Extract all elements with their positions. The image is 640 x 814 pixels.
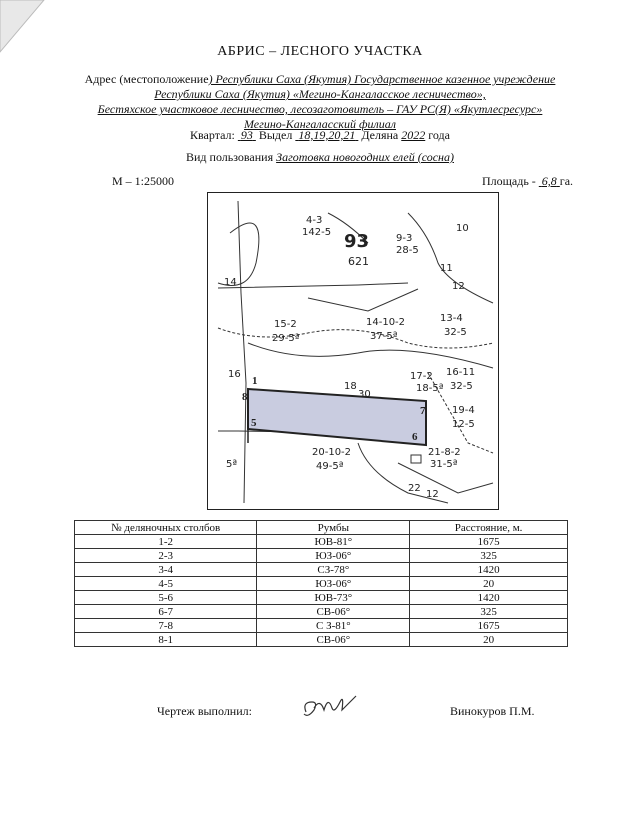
map-label: 49-5ª — [316, 461, 344, 472]
boundary-point-1: 1 — [252, 375, 258, 387]
table-row — [75, 549, 568, 563]
map-label: 12 — [452, 281, 465, 292]
rhumb-cell: ЮВ-81° — [257, 535, 410, 549]
map-label: 22 — [408, 483, 421, 494]
distance-cell: 20 — [410, 633, 568, 647]
map-label: 15-2 — [274, 319, 297, 330]
rhumb-cell: СВ-06° — [257, 633, 410, 647]
document-title: АБРИС – ЛЕСНОГО УЧАСТКА — [217, 44, 423, 59]
map-label: 14-10-2 — [366, 317, 406, 328]
posts-cell: 7-8 — [75, 619, 257, 633]
boundary-point-7: 7 — [420, 405, 426, 417]
address-line-1: Адрес (местоположение) Республики Саха (Якутия) Государственное казенное учреждение — [84, 72, 556, 86]
column-header: Расстояние, м. — [410, 521, 568, 535]
distance-cell: 1420 — [410, 591, 568, 605]
boundary-point-8: 8 — [242, 391, 248, 403]
kvartal-line: Квартал: 93 Выдел 18,19,20,21 Деляна 2022 года — [190, 128, 450, 142]
map-label: 12 — [426, 489, 439, 500]
distance-cell: 1420 — [410, 563, 568, 577]
distance-cell: 325 — [410, 549, 568, 563]
map-label: 142-5 — [302, 227, 332, 238]
map-label: 31-5ª — [430, 459, 458, 470]
address-line-2: Республики Саха (Якутия) «Мегино-Кангаласское лесничество», — [154, 87, 486, 101]
handwritten-signature — [300, 688, 360, 724]
table-row — [75, 605, 568, 619]
map-label: 30 — [358, 389, 371, 400]
posts-cell: 8-1 — [75, 633, 257, 647]
map-label: 28-5 — [396, 245, 419, 256]
map-label: 9-3 — [396, 233, 413, 244]
table-row — [75, 535, 568, 549]
map-label: 37-5ª — [370, 331, 398, 342]
rhumb-cell: С З-81° — [257, 619, 410, 633]
posts-cell: 1-2 — [75, 535, 257, 549]
map-scale: М – 1:25000 — [112, 174, 175, 188]
map-label: 32-5 — [444, 327, 467, 338]
site-map — [207, 192, 499, 510]
signature-label: Чертеж выполнил: — [157, 704, 252, 718]
table-row — [75, 577, 568, 591]
signature-name: Винокуров П.М. — [450, 704, 535, 718]
map-label: 29-5ª — [272, 333, 300, 344]
map-label: 16 — [228, 369, 241, 380]
rhumb-cell: СЗ-78° — [257, 563, 410, 577]
area-field: Площадь - 6,8 га. — [482, 174, 574, 188]
boundary-point-6: 6 — [412, 431, 418, 443]
quarter-number: 93 — [344, 231, 370, 252]
map-label: 21-8-2 — [428, 447, 461, 458]
distance-cell: 20 — [410, 577, 568, 591]
posts-cell: 6-7 — [75, 605, 257, 619]
table-row — [75, 619, 568, 633]
boundary-point-5: 5 — [251, 417, 257, 429]
address-line-3: Бестяхское участковое лесничество, лесозаготовитель – ГАУ РС(Я) «Якутлесресурс» — [97, 102, 543, 116]
use-line: Вид пользования Заготовка новогодних елей (сосна) — [186, 150, 454, 164]
posts-cell: 5-6 — [75, 591, 257, 605]
rhumb-cell: ЮЗ-06° — [257, 549, 410, 563]
map-label: 5ª — [226, 459, 238, 470]
rhumb-cell: ЮВ-73° — [257, 591, 410, 605]
map-label: 11 — [440, 263, 453, 274]
map-label: 18 — [344, 381, 357, 392]
rhumb-table — [74, 520, 568, 647]
map-label: 20-10-2 — [312, 447, 352, 458]
table-row — [75, 563, 568, 577]
rhumb-cell: СВ-06° — [257, 605, 410, 619]
column-header: № деляночных столбов — [75, 521, 257, 535]
map-label: 18-5ª — [416, 383, 444, 394]
table-row — [75, 591, 568, 605]
distance-cell: 325 — [410, 605, 568, 619]
rhumb-cell: ЮЗ-06° — [257, 577, 410, 591]
distance-cell: 1675 — [410, 619, 568, 633]
map-label: 4-3 — [306, 215, 323, 226]
map-label: 13-4 — [440, 313, 463, 324]
posts-cell: 3-4 — [75, 563, 257, 577]
distance-cell: 1675 — [410, 535, 568, 549]
table-row — [75, 633, 568, 647]
map-label: 19-4 — [452, 405, 475, 416]
map-label: 14 — [224, 277, 237, 288]
posts-cell: 2-3 — [75, 549, 257, 563]
quarter-sub: 621 — [348, 255, 369, 268]
map-label: 10 — [456, 223, 469, 234]
table-body — [75, 535, 568, 647]
table-header-row — [75, 521, 568, 535]
map-label: 32-5 — [450, 381, 473, 392]
map-label: 16-11 — [446, 367, 476, 378]
map-label: 17-2 — [410, 371, 433, 382]
posts-cell: 4-5 — [75, 577, 257, 591]
map-label: 12-5 — [452, 419, 475, 430]
column-header: Румбы — [257, 521, 410, 535]
address-line-4: Мегино-Кангаласский филиал — [243, 117, 396, 131]
